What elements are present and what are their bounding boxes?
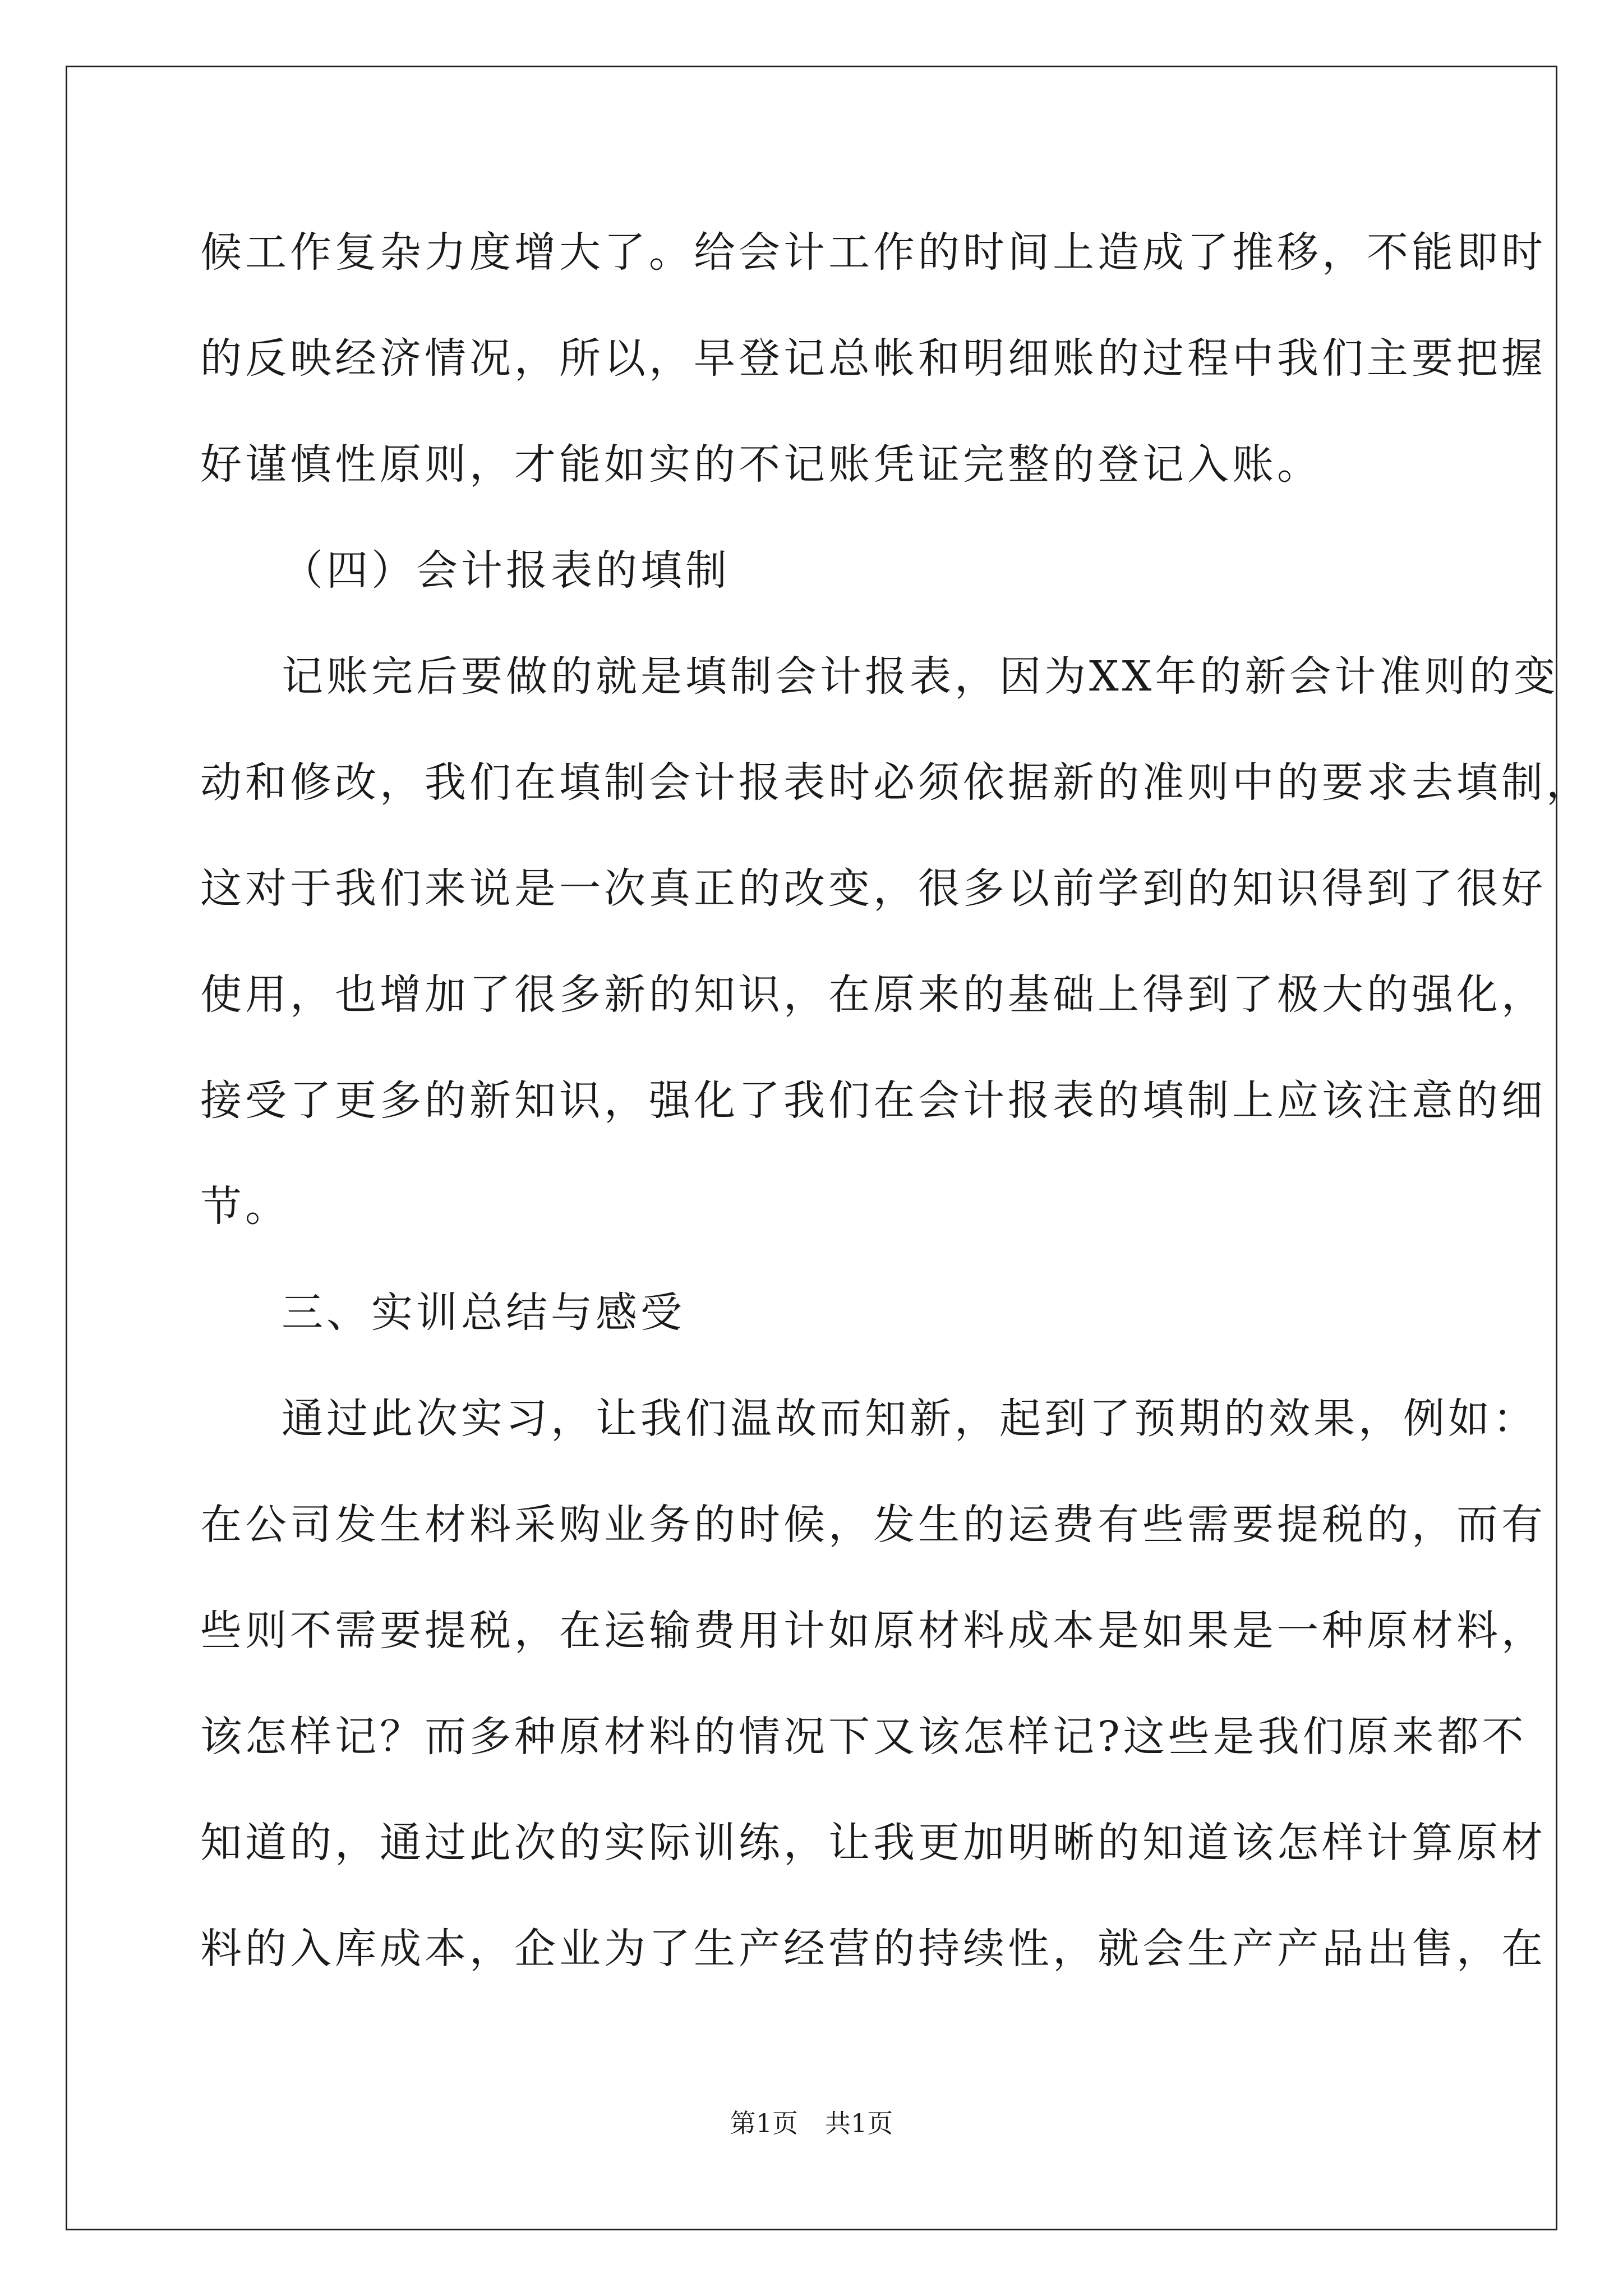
paragraph-line: 通过此次实习，让我们温故而知新，起到了预期的效果，例如：: [282, 1395, 1538, 1443]
document-body: [200, 213, 1591, 2016]
paragraph-line: 节。: [200, 1182, 290, 1231]
paragraph-line: 该怎样记？而多种原材料的情况下又该怎样记?这些是我们原来都不: [200, 1713, 1527, 1761]
page-number-current: 第1页: [730, 2108, 798, 2138]
paragraph-line: 候工作复杂力度增大了。给会计工作的时间上造成了推移，不能即时: [200, 228, 1546, 277]
section-heading: （四）会计报表的填制: [282, 546, 730, 595]
paragraph-line: 这对于我们来说是一次真正的改变，很多以前学到的知识得到了很好: [200, 864, 1546, 913]
section-heading: 三、实训总结与感受: [282, 1289, 685, 1337]
paragraph-line: 在公司发生材料采购业务的时候，发生的运费有些需要提税的，而有: [200, 1501, 1546, 1549]
paragraph-line: 知道的，通过此次的实际训练，让我更加明晰的知道该怎样计算原材: [200, 1819, 1546, 1867]
paragraph-line: 动和修改，我们在填制会计报表时必须依据新的准则中的要求去填制，: [200, 758, 1591, 807]
paragraph-line: 接受了更多的新知识，强化了我们在会计报表的填制上应该注意的细: [200, 1076, 1546, 1125]
paragraph-line: 些则不需要提税，在运输费用计如原材料成本是如果是一种原材料，: [200, 1607, 1546, 1655]
paragraph-line: 的反映经济情况，所以，早登记总帐和明细账的过程中我们主要把握: [200, 334, 1546, 383]
paragraph-line: 使用，也增加了很多新的知识，在原来的基础上得到了极大的强化，: [200, 970, 1546, 1019]
paragraph-line: 记账完后要做的就是填制会计报表，因为XX年的新会计准则的变: [282, 652, 1559, 701]
paragraph-line: 好谨慎性原则，才能如实的不记账凭证完整的登记入账。: [200, 440, 1322, 489]
paragraph-line: 料的入库成本，企业为了生产经营的持续性，就会生产产品出售，在: [200, 1925, 1546, 1973]
page-footer: [0, 2106, 1623, 2140]
page-number-total: 共1页: [825, 2108, 893, 2138]
